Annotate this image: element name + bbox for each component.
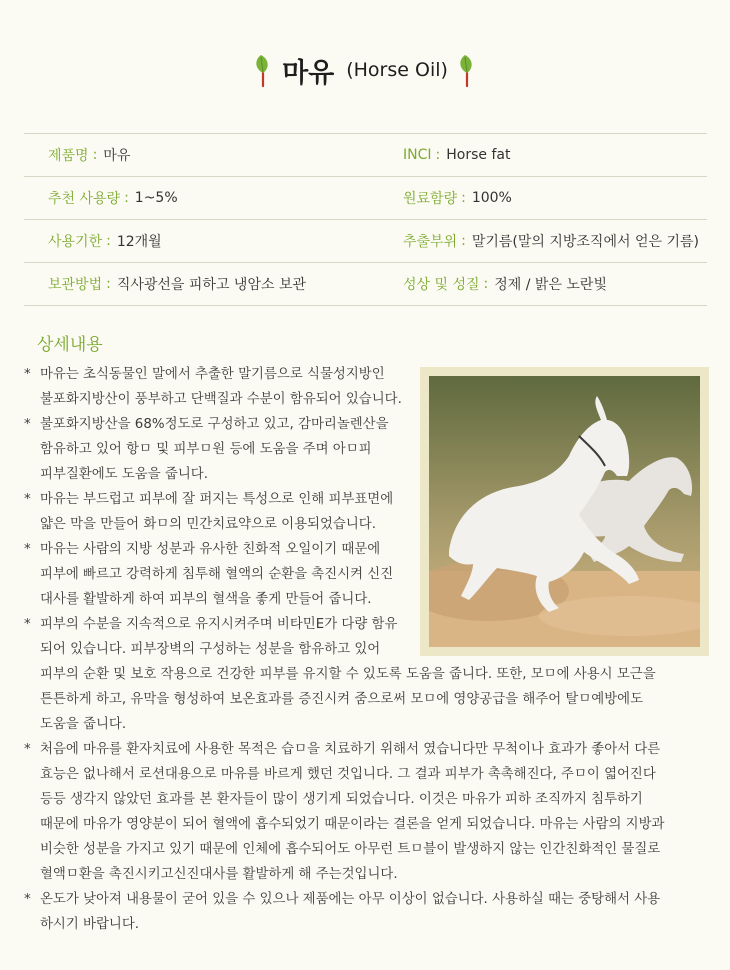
detail-content (24, 362, 708, 937)
product-info-table (24, 133, 707, 306)
detail-line: 피부질환에도 도움을 줍니다. (40, 467, 208, 482)
detail-line: 처음에 마유를 환자치료에 사용한 목적은 습ㅁ을 치료하기 위해서 였습니다만 무척이나 효과가 좋아서 다른 (40, 742, 661, 757)
detail-line: 마유는 부드럽고 피부에 잘 퍼지는 특성으로 인해 피부표면에 (40, 492, 394, 507)
info-value: 100% (471, 190, 512, 206)
detail-bullet (24, 537, 708, 612)
info-label: 추천 사용량 (48, 191, 121, 207)
detail-line: 튼튼하게 하고, 유막을 형성하여 보온효과를 증진시켜 줌으로써 모ㅁ에 영양공급을 해주어 탈ㅁ예방에도 (40, 692, 644, 707)
detail-bullet (24, 412, 708, 487)
info-value: 직사광선을 피하고 냉암소 보관 (116, 277, 306, 293)
info-value: 마유 (103, 148, 131, 164)
detail-line: 피부에 빠르고 강력하게 침투해 혈액의 순환을 촉진시켜 신진 (40, 567, 394, 582)
detail-bullet (24, 362, 708, 412)
detail-bullet (24, 737, 708, 887)
info-value: 12개월 (116, 234, 162, 250)
detail-heading: 상세내용 (37, 335, 103, 355)
bullet-marker: * (24, 617, 31, 632)
detail-line: 얇은 막을 만들어 화ㅁ의 민간치료약으로 이용되었습니다. (40, 517, 376, 532)
detail-line: 마유는 사람의 지방 성분과 유사한 친화적 오일이기 때문에 (40, 542, 381, 557)
bullet-marker: * (24, 892, 31, 907)
bullet-marker: * (24, 492, 31, 507)
detail-line: 비슷한 성분을 가지고 있기 때문에 인체에 흡수되어도 아무런 트ㅁ블이 발생하지 않는 인간친화적인 물질로 (40, 842, 661, 857)
detail-line: 때문에 마유가 영양분이 되어 혈액에 흡수되었기 때문이라는 결론을 얻게 되었습니다. 마유는 사람의 지방과 (40, 817, 665, 832)
detail-line: 하시기 바랍니다. (40, 917, 140, 932)
detail-line: 등등 생각지 않았던 효과를 본 환자들이 많이 생기게 되었습니다. 이것은 마유가 피하 조직까지 침투하기 (40, 792, 643, 807)
detail-line: 불포화지방산이 풍부하고 단백질과 수분이 함유되어 있습니다. (40, 392, 402, 407)
info-label: 제품명 (48, 148, 89, 164)
bullet-marker: * (24, 742, 31, 757)
info-row: 사용기한 : 12개월 추출부위 : 말기름(말의 지방조직에서 얻은 기름) (24, 219, 707, 262)
page-title (0, 48, 730, 92)
info-label: 성상 및 성질 (403, 277, 480, 293)
leaf-icon (252, 53, 274, 87)
info-value: 1~5% (134, 190, 178, 206)
bullet-marker: * (24, 417, 31, 432)
info-label: 사용기한 (48, 234, 103, 250)
info-row: 추천 사용량 : 1~5% 원료함량 : 100% (24, 176, 707, 219)
info-label: 보관방법 (48, 277, 103, 293)
bullet-marker: * (24, 542, 31, 557)
detail-line: 온도가 낮아져 내용물이 굳어 있을 수 있으나 제품에는 아무 이상이 없습니다. 사용하실 때는 중탕해서 사용 (40, 892, 661, 907)
info-row: 보관방법 : 직사광선을 피하고 냉암소 보관 성상 및 성질 : 정제 / 밝은 노란빛 (24, 262, 707, 306)
detail-line: 혈액ㅁ환을 촉진시키고신진대사를 활발하게 해 주는것입니다. (40, 867, 398, 882)
detail-line: 도움을 줍니다. (40, 717, 127, 732)
title-sub: (Horse Oil) (346, 59, 448, 81)
detail-line: 효능은 없나해서 로션대용으로 마유를 바르게 했던 것입니다. 그 결과 피부가 촉촉해진다, 주ㅁ이 엷어진다 (40, 767, 656, 782)
detail-line: 함유하고 있어 항ㅁ 및 피부ㅁ원 등에 도움을 주며 아ㅁ피 (40, 442, 372, 457)
info-label: 원료함량 (403, 191, 458, 207)
info-value: 정제 / 밝은 노란빛 (494, 277, 607, 293)
bullet-marker: * (24, 367, 31, 382)
info-label: 추출부위 (403, 234, 458, 250)
leaf-icon (456, 53, 478, 87)
info-row: 제품명 : 마유 INCI : Horse fat (24, 133, 707, 176)
detail-line: 대사를 활발하게 하여 피부의 혈색을 좋게 만들어 줍니다. (40, 592, 372, 607)
detail-line: 되어 있습니다. 피부장벽의 구성하는 성분을 함유하고 있어 (40, 642, 381, 657)
detail-bullet (24, 612, 708, 737)
detail-line: 마유는 초식동물인 말에서 추출한 말기름으로 식물성지방인 (40, 367, 385, 382)
detail-bullet (24, 887, 708, 937)
detail-bullet (24, 487, 708, 537)
detail-line: 피부의 수분을 지속적으로 유지시켜주며 비타민E가 다량 함유 (40, 617, 398, 632)
info-value: 말기름(말의 지방조직에서 얻은 기름) (471, 234, 699, 250)
detail-line: 불포화지방산을 68%정도로 구성하고 있고, 감마리놀렌산을 (40, 417, 389, 432)
info-value: Horse fat (446, 147, 511, 163)
info-label: INCI (403, 147, 432, 163)
title-main: 마유 (282, 57, 335, 89)
detail-line: 피부의 순환 및 보호 작용으로 건강한 피부를 유지할 수 있도록 도움을 줍니다. 또한, 모ㅁ에 사용시 모근을 (40, 667, 656, 682)
